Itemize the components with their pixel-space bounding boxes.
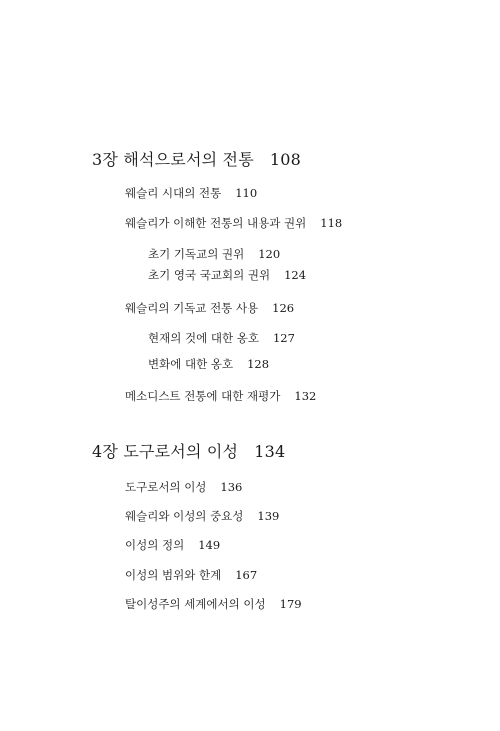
toc-subentry-title: 초기 기독교의 권위 xyxy=(148,247,245,261)
toc-entry-title: 웨슬리가 이해한 전통의 내용과 권위 xyxy=(125,216,307,230)
chapter-heading xyxy=(92,444,285,460)
toc-entry-title: 웨슬리와 이성의 중요성 xyxy=(125,509,244,523)
toc-entry-page: 132 xyxy=(294,389,317,403)
toc-entry-page: 149 xyxy=(198,538,221,552)
toc-subentry-page: 124 xyxy=(284,268,307,282)
toc-entry xyxy=(125,482,242,494)
toc-entry xyxy=(125,599,302,611)
toc-entry xyxy=(125,303,294,315)
toc-entry-page: 126 xyxy=(272,301,295,315)
toc-subentry-page: 127 xyxy=(272,331,295,345)
toc-entry-title: 이성의 정의 xyxy=(125,538,185,552)
toc-subentry-title: 현재의 것에 대한 옹호 xyxy=(148,331,259,345)
toc-subentry-title: 변화에 대한 옹호 xyxy=(148,357,234,371)
toc-entry-title: 웨슬리 시대의 전통 xyxy=(125,186,222,200)
toc-entry-page: 139 xyxy=(257,509,280,523)
toc-entry xyxy=(125,570,257,582)
toc-entry xyxy=(125,188,257,200)
toc-subentry-page: 128 xyxy=(247,357,270,371)
toc-entry-title: 웨슬리의 기독교 전통 사용 xyxy=(125,301,259,315)
chapter-page-number: 108 xyxy=(269,150,301,169)
toc-entry xyxy=(125,511,279,523)
toc-entry-page: 118 xyxy=(320,216,343,230)
toc-entry-page: 167 xyxy=(235,568,258,582)
toc-entry-page: 136 xyxy=(220,480,243,494)
toc-entry xyxy=(125,391,316,403)
chapter-page-number: 134 xyxy=(254,442,286,461)
chapter-title: 3장 해석으로서의 전통 xyxy=(92,150,254,169)
toc-entry xyxy=(125,540,220,552)
toc-entry xyxy=(125,218,342,230)
toc-entry-title: 탈이성주의 세계에서의 이성 xyxy=(125,597,266,611)
chapter-heading xyxy=(92,152,301,168)
toc-subentry-page: 120 xyxy=(258,247,281,261)
toc-entry-title: 메소디스트 전통에 대한 재평가 xyxy=(125,389,281,403)
toc-subentry xyxy=(148,333,295,345)
toc-entry-page: 179 xyxy=(279,597,302,611)
toc-subentry-title: 초기 영국 국교회의 권위 xyxy=(148,268,271,282)
toc-subentry xyxy=(148,249,280,261)
toc-subentry xyxy=(148,359,269,371)
toc-subentry xyxy=(148,270,306,282)
toc-entry-title: 도구로서의 이성 xyxy=(125,480,207,494)
toc-entry-title: 이성의 범위와 한계 xyxy=(125,568,222,582)
toc-entry-page: 110 xyxy=(235,186,258,200)
chapter-title: 4장 도구로서의 이성 xyxy=(92,442,239,461)
